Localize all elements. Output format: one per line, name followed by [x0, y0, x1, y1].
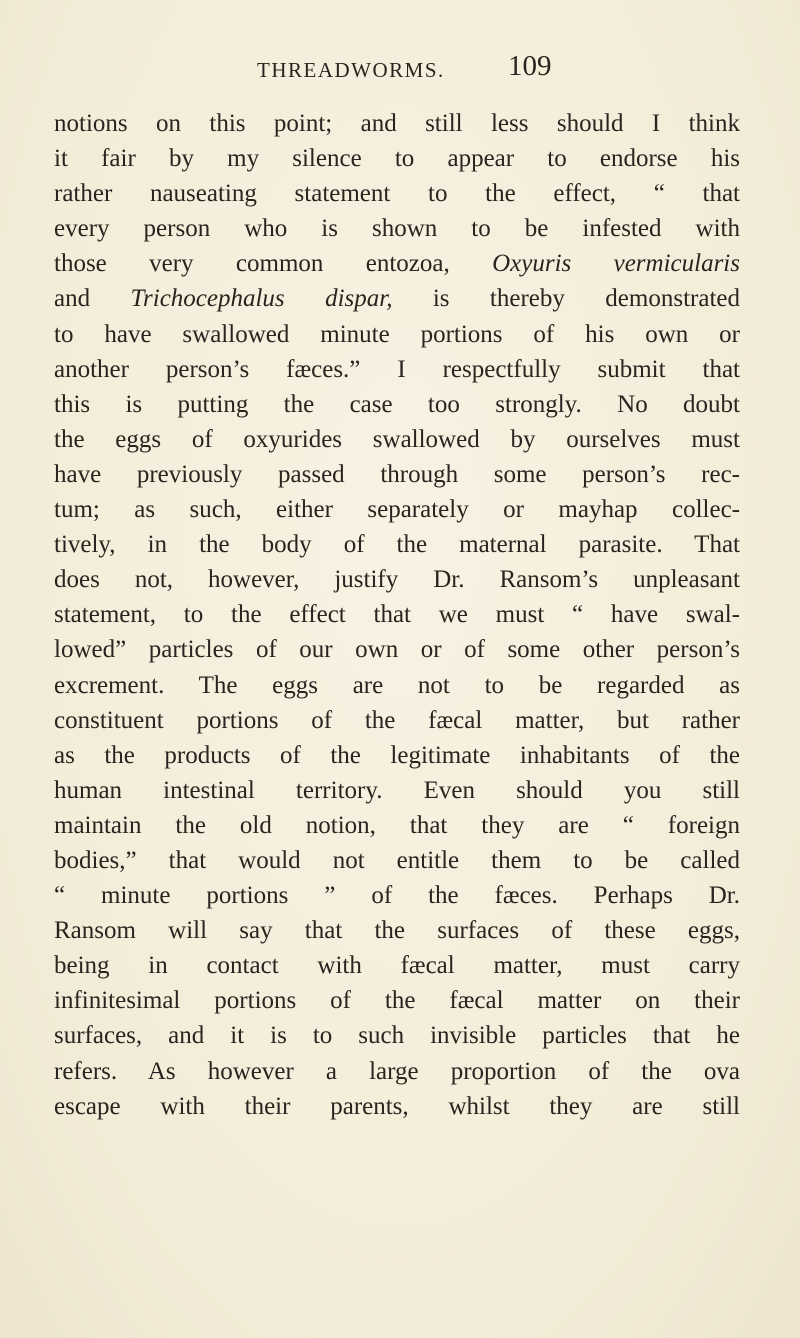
text-line: Ransom will say that the surfaces of these eggs,	[54, 917, 740, 945]
text-line: “ minute portions ” of the fæces. Perhaps Dr.	[54, 882, 740, 910]
text-line: statement, to the effect that we must “ have swal-	[54, 601, 740, 629]
text-line: every person who is shown to be infested with	[54, 215, 740, 243]
text-line: tively, in the body of the maternal parasite. That	[54, 531, 740, 559]
running-head	[0, 50, 800, 90]
text-line: excrement. The eggs are not to be regarded as	[54, 671, 740, 699]
text-line: and Trichocephalus dispar, is thereby demonstrated	[54, 285, 740, 313]
text-line: this is putting the case too strongly. No doubt	[54, 390, 740, 418]
italic-taxon: Oxyuris vermicularis	[492, 250, 740, 278]
text-line: refers. As however a large proportion of the ova	[54, 1057, 740, 1085]
body-text	[54, 106, 740, 1124]
text-line: have previously passed through some person’s rec-	[54, 460, 740, 488]
running-title: THREADWORMS.	[257, 58, 445, 82]
text-line: notions on this point; and still less should I think	[54, 110, 740, 137]
text-line: human intestinal territory. Even should you still	[54, 776, 740, 804]
text-line: escape with their parents, whilst they are still	[54, 1092, 740, 1120]
text-line: maintain the old notion, that they are “ foreign	[54, 811, 740, 839]
italic-taxon: Trichocephalus dispar,	[130, 285, 393, 313]
text-line: rather nauseating statement to the effect, “ that	[54, 180, 740, 208]
text-line: bodies,” that would not entitle them to be called	[54, 846, 740, 874]
text-line: those very common entozoa, Oxyuris vermicularis	[54, 250, 740, 278]
text-line: to have swallowed minute portions of his own or	[54, 320, 740, 348]
text-line: the eggs of oxyurides swallowed by ourselves must	[54, 425, 740, 453]
text-line: as the products of the legitimate inhabitants of the	[54, 741, 740, 769]
text-line: another person’s fæces.” I respectfully submit that	[54, 355, 740, 383]
text-line: it fair by my silence to appear to endorse his	[54, 145, 740, 173]
text-line: lowed” particles of our own or of some other person’s	[54, 636, 740, 664]
text-line: surfaces, and it is to such invisible particles that he	[54, 1022, 740, 1050]
text-line: infinitesimal portions of the fæcal matter on their	[54, 987, 740, 1015]
page-number: 109	[508, 50, 552, 82]
text-line: tum; as such, either separately or mayhap collec-	[54, 496, 740, 524]
text-line: constituent portions of the fæcal matter, but rather	[54, 706, 740, 734]
text-line: being in contact with fæcal matter, must carry	[54, 952, 740, 980]
text-line: does not, however, justify Dr. Ransom’s unpleasant	[54, 566, 740, 594]
